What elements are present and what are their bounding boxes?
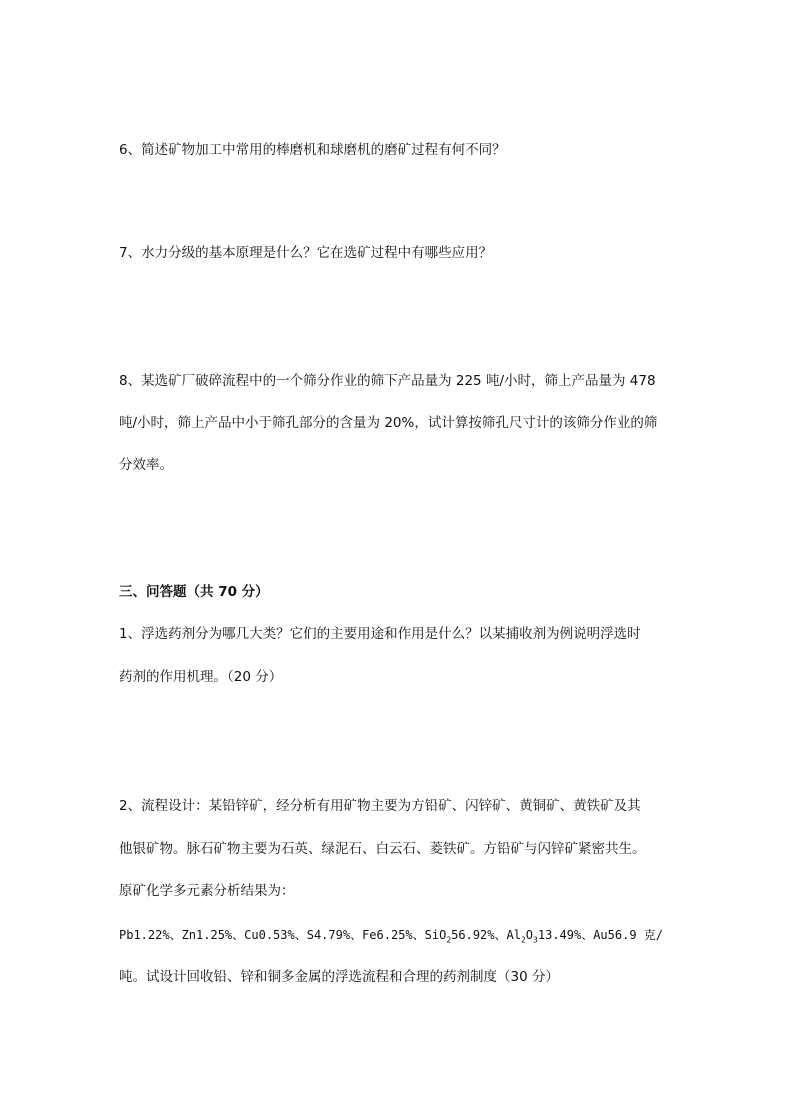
section-3-title: 三、问答题（共 70 分） [119, 584, 269, 600]
question-8-line-2: 吨/小时，筛上产品中小于筛孔部分的含量为 20%，试计算按筛孔尺寸计的该筛分作业的筛 [119, 415, 658, 431]
subscript-2-al: 2 [520, 935, 526, 945]
element-analysis-part-3: O [525, 928, 534, 942]
section-3-question-2-line-4 [119, 925, 663, 951]
question-8-line-3: 分效率。 [119, 457, 173, 473]
question-8-line-1: 8、某选矿厂破碎流程中的一个筛分作业的筛下产品量为 225 吨/小时，筛上产品量为 478 [119, 373, 656, 389]
section-3-question-2-line-1: 2、流程设计：某铅锌矿，经分析有用矿物主要为方铅矿、闪锌矿、黄铜矿、黄铁矿及其 [119, 798, 641, 814]
section-3-question-1-line-2: 药剂的作用机理。（20 分） [119, 669, 283, 685]
question-6: 6、简述矿物加工中常用的棒磨机和球磨机的磨矿过程有何不同？ [119, 142, 506, 158]
element-analysis-part-4: 13.49%、Au56.9 克/ [537, 928, 663, 942]
element-analysis-part-1: Pb1.22%、Zn1.25%、Cu0.53%、S4.79%、Fe6.25%、SiO [119, 928, 447, 942]
section-3-question-1-line-1: 1、浮选药剂分为哪几大类？它们的主要用途和作用是什么？以某捕收剂为例说明浮选时 [119, 626, 641, 642]
question-7: 7、水力分级的基本原理是什么？它在选矿过程中有哪些应用？ [119, 245, 493, 261]
subscript-3-o: 3 [533, 935, 538, 945]
section-3-question-2-line-5: 吨。试设计回收铅、锌和铜多金属的浮选流程和合理的药剂制度（30 分） [119, 969, 559, 985]
subscript-2-si: 2 [446, 935, 452, 945]
section-3-question-2-line-3: 原矿化学多元素分析结果为： [119, 883, 295, 899]
section-3-question-2-line-2: 他银矿物。脉石矿物主要为石英、绿泥石、白云石、菱铁矿。方铅矿与闪锌矿紧密共生。 [119, 841, 646, 857]
element-analysis-part-2: 56.92%、Al [451, 928, 521, 942]
